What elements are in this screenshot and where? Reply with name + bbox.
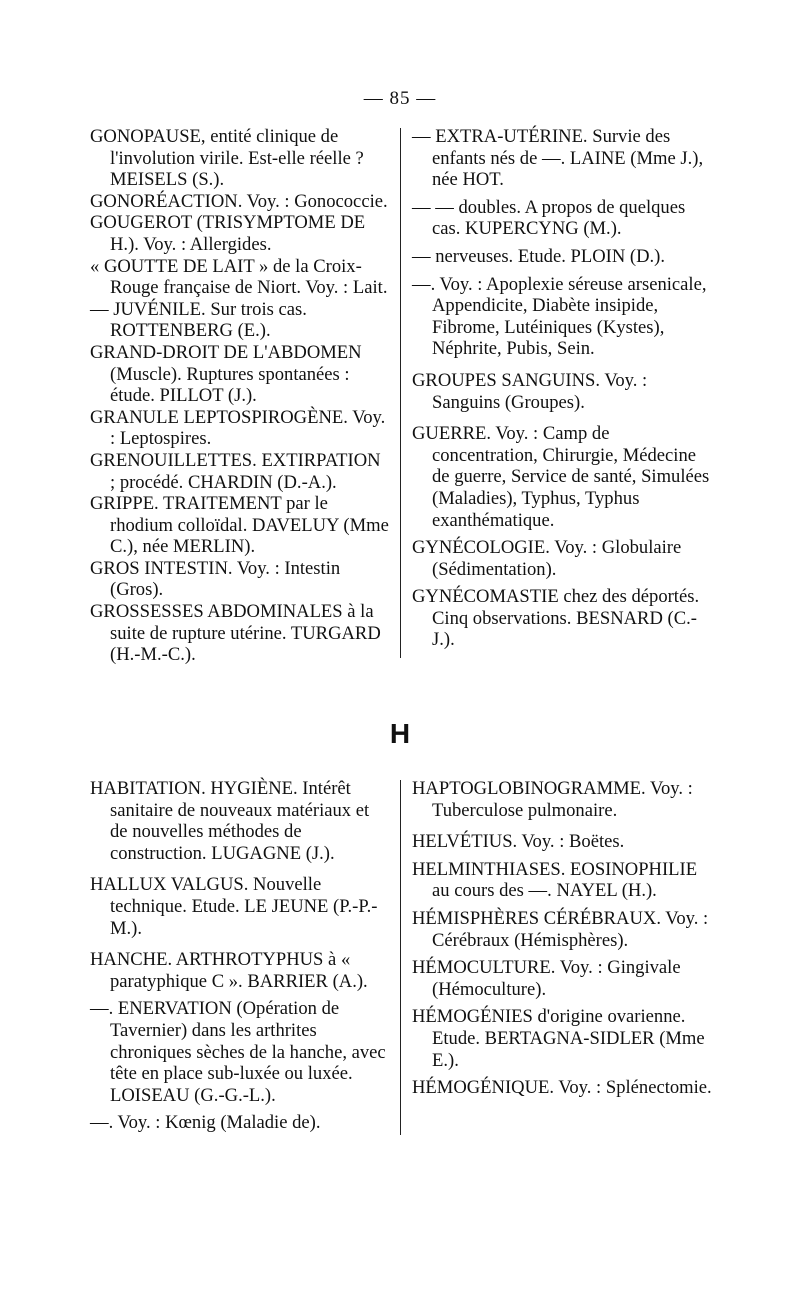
index-entry: — — doubles. A propos de quelques cas. KUPERCYNG (M.). xyxy=(412,196,686,240)
index-entry: HELMINTHIASES. EOSINOPHILIE au cours des —. NAYEL (H.). xyxy=(412,858,698,902)
column-divider xyxy=(400,128,401,658)
index-entry: HÉMISPHÈRES CÉRÉBRAUX. Voy. : Cérébraux (Hémisphères). xyxy=(412,907,709,951)
index-entry: GOUGEROT (TRISYMPTOME DE H.). Voy. : Allergides. xyxy=(90,212,366,255)
index-entry: GRANULE LEPTOSPIROGÈNE. Voy. : Leptospires. xyxy=(90,406,386,450)
column-divider xyxy=(400,780,401,1135)
index-column-top-right xyxy=(412,126,714,651)
section-letter: H xyxy=(389,718,411,749)
index-entry: — EXTRA-UTÉRINE. Survie des enfants nés de —. LAINE (Mme J.), née HOT. xyxy=(412,126,704,191)
index-entry: GRENOUILLETTES. EXTIRPATION ; procédé. CHARDIN (D.-A.). xyxy=(90,449,381,493)
index-entry: GROSSESSES ABDOMINALES à la suite de rupture utérine. TURGARD (H.-M.-C.). xyxy=(90,601,381,666)
index-entry: — JUVÉNILE. Sur trois cas. ROTTENBERG (E.). xyxy=(90,298,307,342)
index-entry: GROS INTESTIN. Voy. : Intestin (Gros). xyxy=(90,557,341,601)
index-entry: — nerveuses. Etude. PLOIN (D.). xyxy=(412,245,666,267)
index-entry: GONORÉACTION. Voy. : Gonococcie. xyxy=(90,190,388,212)
index-entry: —. ENERVATION (Opération de Tavernier) dans les arthrites chroniques sèches de la hanche, avec tête en place sub-luxée ou luxée. LOISEAU (G.-G.-L.). xyxy=(90,998,386,1106)
index-entry: —. Voy. : Kœnig (Maladie de). xyxy=(90,1112,321,1134)
index-entry: « GOUTTE DE LAIT » de la Croix-Rouge française de Niort. Voy. : Lait. xyxy=(90,255,388,299)
page-number: — 85 — xyxy=(363,88,437,109)
index-entry: GRAND-DROIT DE L'ABDOMEN (Muscle). Ruptures spontanées : étude. PILLOT (J.). xyxy=(90,341,362,407)
index-entry: GROUPES SANGUINS. Voy. : Sanguins (Groupes). xyxy=(412,369,648,413)
index-entry: HABITATION. HYGIÈNE. Intérêt sanitaire de nouveaux matériaux et de nouvelles méthodes de construction. LUGAGNE (J.). xyxy=(90,778,370,864)
index-entry: GUERRE. Voy. : Camp de concentration, Chirurgie, Médecine de guerre, Service de santé, Simulées (Maladies), Typhus, Typhus exanthématique. xyxy=(412,423,710,531)
index-entry: GRIPPE. TRAITEMENT par le rhodium colloïdal. DAVELUY (Mme C.), née MERLIN). xyxy=(90,493,389,558)
index-entry: HÉMOGÉNIQUE. Voy. : Splénectomie. xyxy=(412,1077,712,1099)
index-entry: GYNÉCOLOGIE. Voy. : Globulaire (Sédimentation). xyxy=(412,537,682,580)
index-entry: GYNÉCOMASTIE chez des déportés. Cinq observations. BESNARD (C.-J.). xyxy=(412,586,700,651)
index-column-bottom-left xyxy=(90,778,390,1134)
index-entry: HELVÉTIUS. Voy. : Boëtes. xyxy=(412,831,625,853)
index-entry: GONOPAUSE, entité clinique de l'involution virile. Est-elle réelle ? MEISELS (S.). xyxy=(90,126,364,191)
index-column-top-left xyxy=(90,126,390,666)
index-entry: HÉMOGÉNIES d'origine ovarienne. Etude. BERTAGNA-SIDLER (Mme E.). xyxy=(412,1006,705,1071)
index-entry: HÉMOCULTURE. Voy. : Gingivale (Hémoculture). xyxy=(412,957,681,1000)
index-entry: —. Voy. : Apoplexie séreuse arsenicale, Appendicite, Diabète insipide, Fibrome, Lutéiniques (Kystes), Néphrite, Pubis, Sein. xyxy=(412,273,707,360)
index-entry: HANCHE. ARTHROTYPHUS à « paratyphique C ». BARRIER (A.). xyxy=(90,949,368,992)
index-entry: HALLUX VALGUS. Nouvelle technique. Etude. LE JEUNE (P.-P.-M.). xyxy=(90,874,378,939)
index-entry: HAPTOGLOBINOGRAMME. Voy. : Tuberculose pulmonaire. xyxy=(412,778,693,821)
index-column-bottom-right xyxy=(412,778,714,1099)
